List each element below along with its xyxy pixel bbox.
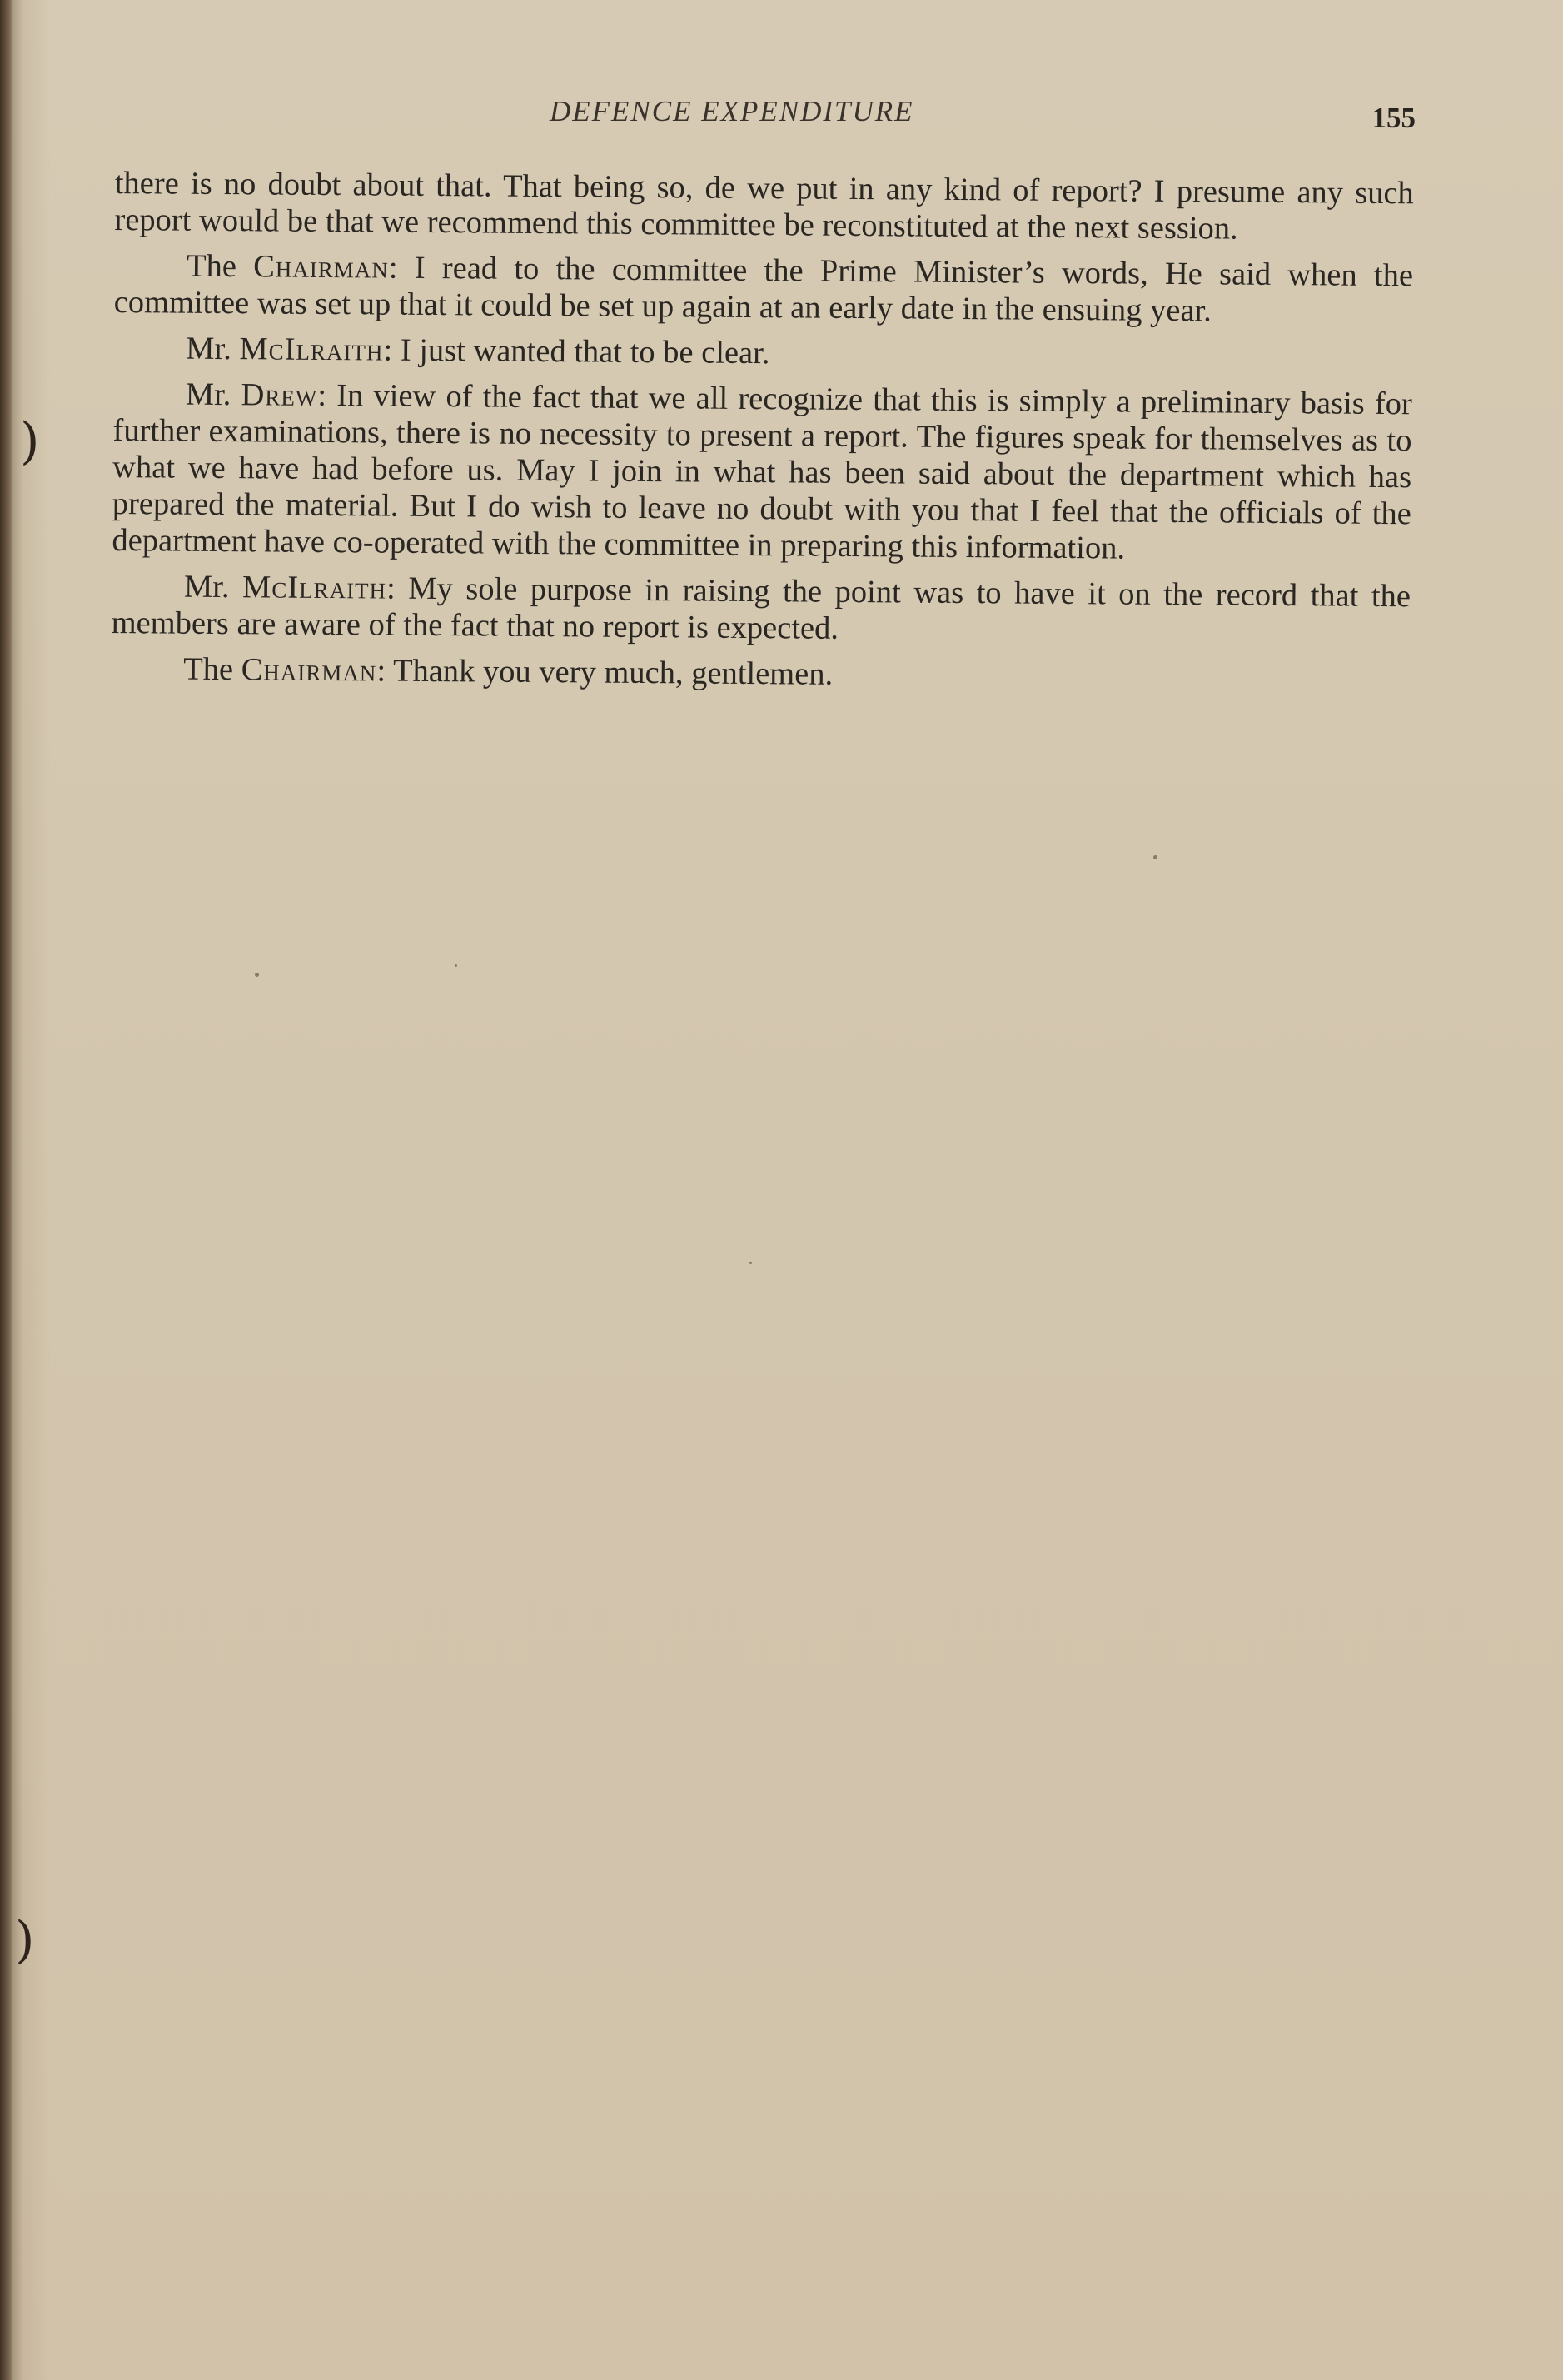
paragraph-chairman — [111, 650, 1410, 697]
speaker-title: The — [183, 651, 241, 688]
page-number: 155 — [1371, 102, 1416, 134]
paragraph-chairman — [114, 247, 1414, 331]
paragraph-text: : I read to the committee the Prime Minister’s words, He said when the committee was set up that it could be set up again at an early date in the ensuing year. — [113, 250, 1414, 329]
speaker-title: Mr. — [183, 569, 243, 605]
paragraph-text: there is no doubt about that. That being so, de we put in any kind of report? I presume any such report would be that we recommend this committee be reconstituted at the next session. — [114, 165, 1414, 246]
speaker-title: Mr. — [186, 331, 240, 367]
speaker-title: The — [186, 248, 254, 285]
paragraph-continuation — [114, 165, 1414, 248]
speaker-name: Chairman — [253, 249, 390, 286]
paper-speck — [749, 1262, 752, 1264]
margin-bracket-bottom: ) — [15, 1911, 35, 1969]
paper-speck — [255, 973, 259, 977]
paragraph-mcilraith — [113, 330, 1412, 376]
speaker-name: Drew — [241, 377, 318, 413]
running-title: DEFENCE EXPENDITURE — [550, 95, 914, 127]
paragraph-text: : My sole purpose in raising the point was to have it on the record that the members are aware of the fact that no report is expected. — [111, 570, 1411, 646]
paragraph-text: : I just wanted that to be clear. — [383, 332, 770, 371]
paragraph-drew — [112, 376, 1412, 569]
paper-speck — [455, 964, 457, 967]
paper-speck — [1153, 855, 1157, 859]
speaker-name: McIlraith — [241, 570, 387, 606]
margin-bracket-top: ) — [20, 412, 40, 471]
paragraph-text: : Thank you very much, gentlemen. — [376, 653, 834, 692]
speaker-title: Mr. — [185, 376, 241, 413]
transcript-body — [111, 165, 1414, 706]
paragraph-text: : In view of the fact that we all recognize that this is simply a preliminary basis for further examinations, there is no necessity to present a report. The figures speak for themselves as to what we have had before us. May I join in what has been said about the department which has prepared the material. But I do wish to leave no doubt with you that I feel that the officials of the department have co-operated with the committee in preparing this information. — [112, 377, 1412, 566]
page-header — [117, 93, 1416, 143]
speaker-name: Chairman — [241, 652, 377, 689]
paragraph-mcilraith — [112, 568, 1411, 651]
speaker-name: McIlraith — [239, 331, 384, 368]
binding-edge — [0, 0, 13, 2380]
